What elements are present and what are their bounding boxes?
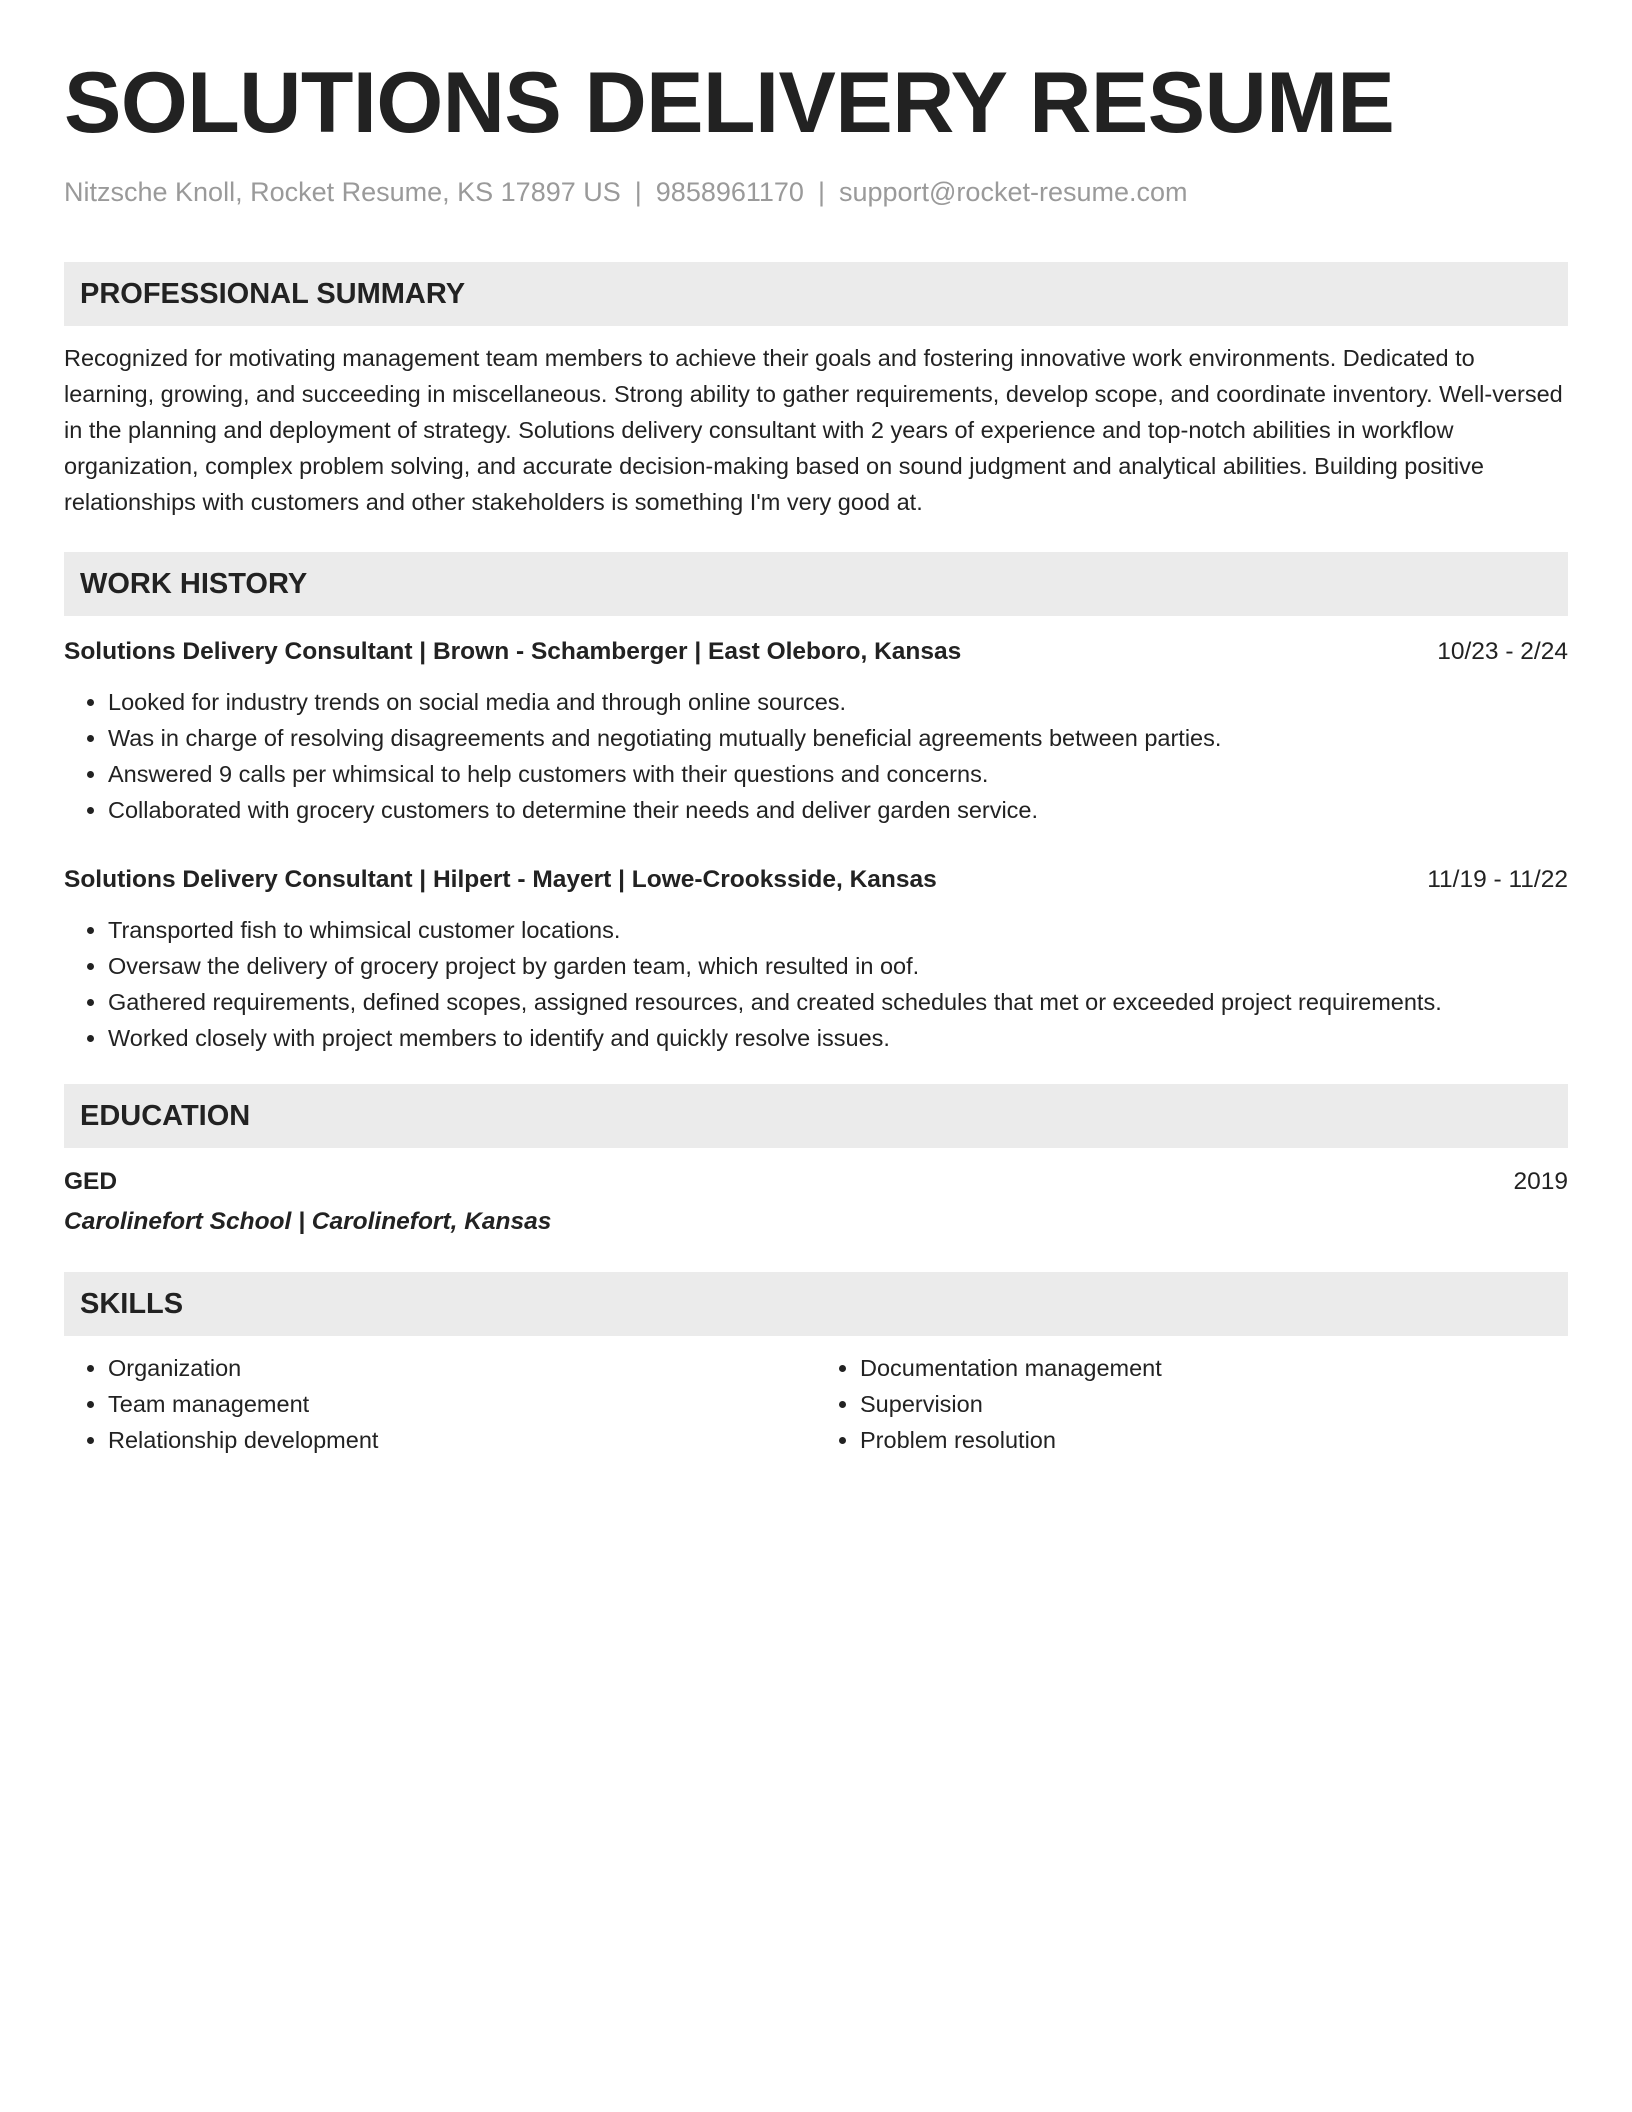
education-year: 2019 <box>1513 1168 1568 1196</box>
job-title: Solutions Delivery Consultant | Hilpert - Mayert | Lowe-Crooksside, Kansas <box>64 866 937 894</box>
contact-email: support@rocket-resume.com <box>838 177 1188 207</box>
job-bullets <box>64 912 1568 1056</box>
skill-item: • Supervision <box>860 1386 1568 1422</box>
job-bullet: • Gathered requirements, defined scopes, assigned resources, and created schedules that met or exceeded project requirements. <box>108 984 1568 1020</box>
section-heading-skills: SKILLS <box>64 1272 1568 1336</box>
education-degree: GED <box>64 1168 118 1196</box>
job-header <box>64 862 1568 898</box>
skills-grid <box>64 1350 1568 1458</box>
job-title: Solutions Delivery Consultant | Brown - Schamberger | East Oleboro, Kansas <box>64 638 962 666</box>
skills-column-right <box>816 1350 1568 1458</box>
job-bullet: • Collaborated with grocery customers to determine their needs and deliver garden service. <box>108 792 1568 828</box>
skill-item: • Documentation management <box>860 1350 1568 1386</box>
job-bullet: • Looked for industry trends on social media and through online sources. <box>108 684 1568 720</box>
skills-column-left <box>64 1350 816 1458</box>
job-bullet: • Oversaw the delivery of grocery project by garden team, which resulted in oof. <box>108 948 1568 984</box>
job-dates: 10/23 - 2/24 <box>1437 638 1568 666</box>
contact-line <box>64 176 1568 208</box>
job-bullet: • Answered 9 calls per whimsical to help customers with their questions and concerns. <box>108 756 1568 792</box>
job-bullet: • Transported fish to whimsical customer locations. <box>108 912 1568 948</box>
skill-item: • Organization <box>108 1350 816 1386</box>
skill-item: • Relationship development <box>108 1422 816 1458</box>
contact-phone: 9858961170 <box>655 177 804 207</box>
job-entry <box>64 634 1568 828</box>
education-school: Carolinefort School | Carolinefort, Kansas <box>64 1208 552 1236</box>
section-heading-education: EDUCATION <box>64 1084 1568 1148</box>
section-heading-work-history: WORK HISTORY <box>64 552 1568 616</box>
skill-item: • Team management <box>108 1386 816 1422</box>
job-bullets <box>64 684 1568 828</box>
job-bullet: • Worked closely with project members to identify and quickly resolve issues. <box>108 1020 1568 1056</box>
section-heading-summary: PROFESSIONAL SUMMARY <box>64 262 1568 326</box>
job-entry <box>64 862 1568 1056</box>
job-dates: 11/19 - 11/22 <box>1427 866 1568 894</box>
summary-text: Recognized for motivating management team members to achieve their goals and fostering innovative work environments. Dedicated to learning, growing, and succeeding in miscellaneous. Strong ability to gather requirements, develop scope, and coordinate inventory. Well-versed in the planning and deployment of strategy. Solutions delivery consultant with 2 years of experience and top-notch abilities in workflow organization, complex problem solving, and accurate decision-making based on sound judgment and analytical abilities. Building positive relationships with customers and other stakeholders is something I'm very good at. <box>64 345 1563 516</box>
resume-title: SOLUTIONS DELIVERY RESUME <box>64 55 1395 151</box>
job-bullet: • Was in charge of resolving disagreements and negotiating mutually beneficial agreements between parties. <box>108 720 1568 756</box>
education-header <box>64 1164 1568 1200</box>
skill-item: • Problem resolution <box>860 1422 1568 1458</box>
contact-separator: | <box>634 177 642 207</box>
job-header <box>64 634 1568 670</box>
contact-address: Nitzsche Knoll, Rocket Resume, KS 17897 US <box>64 177 621 207</box>
contact-separator: | <box>817 177 825 207</box>
